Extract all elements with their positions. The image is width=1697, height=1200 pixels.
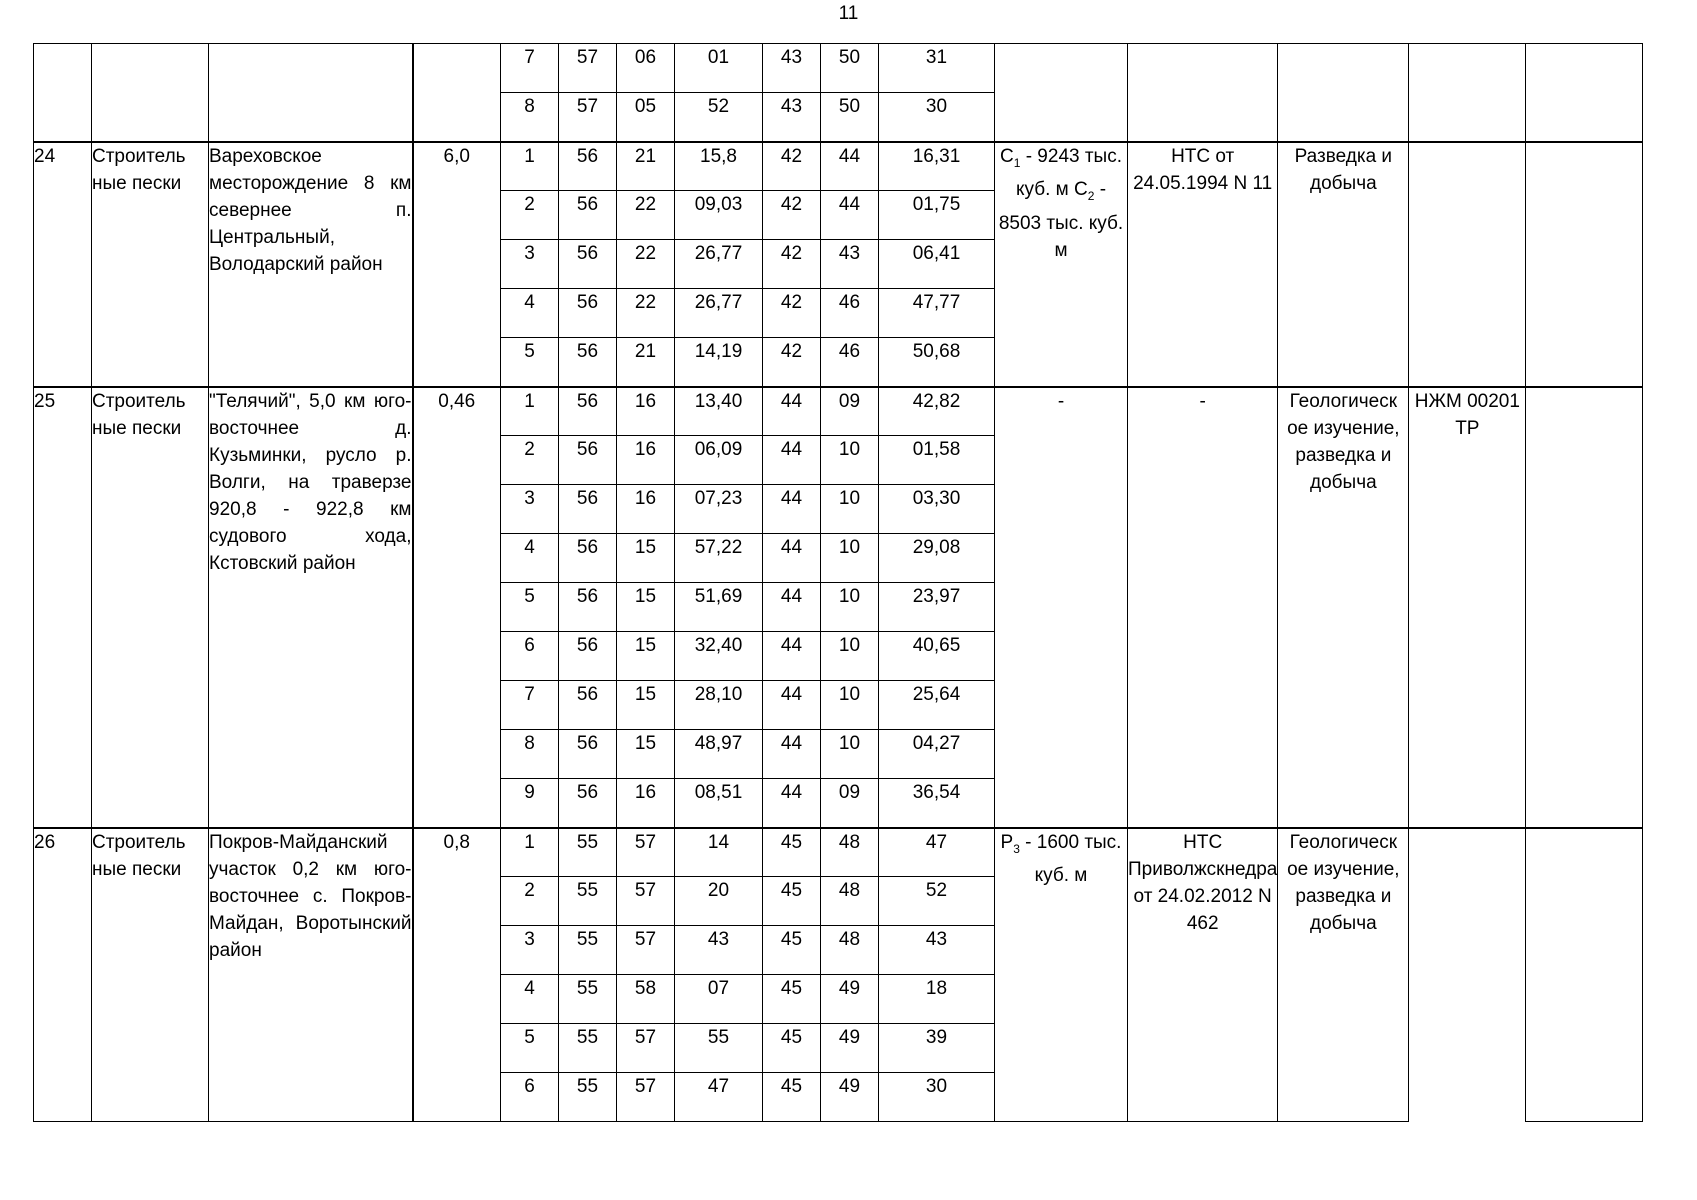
entry-number: 24 xyxy=(34,142,92,387)
lat-deg: 55 xyxy=(559,828,617,877)
lon-deg: 42 xyxy=(763,191,821,240)
point-number: 8 xyxy=(501,730,559,779)
lat-deg: 56 xyxy=(559,583,617,632)
point-number: 3 xyxy=(501,485,559,534)
lat-sec: 52 xyxy=(675,93,763,142)
lat-sec: 26,77 xyxy=(675,289,763,338)
lat-deg: 56 xyxy=(559,387,617,436)
lon-sec: 29,08 xyxy=(879,534,995,583)
lat-deg: 56 xyxy=(559,338,617,387)
lon-sec: 50,68 xyxy=(879,338,995,387)
lat-sec: 09,03 xyxy=(675,191,763,240)
lat-deg: 55 xyxy=(559,1024,617,1073)
point-number: 5 xyxy=(501,1024,559,1073)
lon-sec: 23,97 xyxy=(879,583,995,632)
entry-number: 26 xyxy=(34,828,92,1122)
point-number: 3 xyxy=(501,240,559,289)
lon-sec: 18 xyxy=(879,975,995,1024)
lon-min: 50 xyxy=(821,93,879,142)
point-number: 8 xyxy=(501,93,559,142)
subsoil-registry-table xyxy=(33,43,1643,1122)
lat-min: 06 xyxy=(617,44,675,93)
lat-deg: 56 xyxy=(559,632,617,681)
lat-sec: 26,77 xyxy=(675,240,763,289)
lon-sec: 47 xyxy=(879,828,995,877)
lat-sec: 13,40 xyxy=(675,387,763,436)
lon-deg: 45 xyxy=(763,1073,821,1122)
lon-deg: 44 xyxy=(763,436,821,485)
lat-min: 16 xyxy=(617,436,675,485)
lat-min: 21 xyxy=(617,142,675,191)
reserves-category-letter: Р xyxy=(1000,831,1014,853)
point-number: 3 xyxy=(501,926,559,975)
blank-cell xyxy=(1526,387,1643,828)
point-number: 9 xyxy=(501,779,559,828)
usage-purpose: Разведка и добыча xyxy=(1278,142,1409,387)
point-number: 4 xyxy=(501,534,559,583)
lon-min: 10 xyxy=(821,534,879,583)
point-number: 5 xyxy=(501,583,559,632)
lon-deg: 44 xyxy=(763,779,821,828)
lon-deg: 44 xyxy=(763,485,821,534)
lat-min: 57 xyxy=(617,1024,675,1073)
usage-purpose: Геологическ ое изучение, разведка и добыча xyxy=(1278,828,1409,1122)
approval-document: НТС Приволжскнедра от 24.02.2012 N 462 xyxy=(1128,828,1278,1122)
lon-sec: 30 xyxy=(879,93,995,142)
lat-min: 58 xyxy=(617,975,675,1024)
blank-cell xyxy=(92,44,209,142)
lon-deg: 43 xyxy=(763,93,821,142)
approval-document: - xyxy=(1128,387,1278,828)
table-row xyxy=(34,44,1643,93)
lon-min: 10 xyxy=(821,583,879,632)
area-value: 0,46 xyxy=(413,387,501,828)
lat-sec: 14 xyxy=(675,828,763,877)
lon-sec: 40,65 xyxy=(879,632,995,681)
blank-cell xyxy=(34,44,92,142)
lat-deg: 55 xyxy=(559,1073,617,1122)
lat-sec: 48,97 xyxy=(675,730,763,779)
lon-min: 46 xyxy=(821,338,879,387)
point-number: 6 xyxy=(501,1073,559,1122)
reserves-category-index: 2 xyxy=(1087,189,1095,204)
reserves-category-letter: С xyxy=(1074,179,1088,201)
lat-min: 15 xyxy=(617,730,675,779)
lon-sec: 36,54 xyxy=(879,779,995,828)
blank-cell xyxy=(413,44,501,142)
reserves-amount: - 1600 тыс. куб. м xyxy=(1019,831,1122,887)
lat-deg: 56 xyxy=(559,779,617,828)
lon-min: 49 xyxy=(821,1024,879,1073)
lat-deg: 55 xyxy=(559,877,617,926)
lat-deg: 56 xyxy=(559,240,617,289)
reserves-amount: - 9243 тыс. куб. м xyxy=(1015,145,1122,201)
lon-deg: 44 xyxy=(763,534,821,583)
point-number: 1 xyxy=(501,142,559,191)
lon-min: 10 xyxy=(821,730,879,779)
lon-sec: 01,75 xyxy=(879,191,995,240)
point-number: 7 xyxy=(501,681,559,730)
lat-sec: 07,23 xyxy=(675,485,763,534)
mineral-type: Строитель ные пески xyxy=(92,142,209,387)
lat-sec: 47 xyxy=(675,1073,763,1122)
lon-min: 48 xyxy=(821,877,879,926)
lat-deg: 56 xyxy=(559,142,617,191)
entry-number: 25 xyxy=(34,387,92,828)
deposit-location: "Телячий", 5,0 км юго-восточнее д. Кузьминки, русло р. Волги, на траверзе 920,8 - 922,8 км судового хода, Кстовский район xyxy=(209,387,413,828)
usage-purpose: Геологическ ое изучение, разведка и добыча xyxy=(1278,387,1409,828)
lon-sec: 47,77 xyxy=(879,289,995,338)
lat-min: 16 xyxy=(617,387,675,436)
lat-deg: 57 xyxy=(559,93,617,142)
approval-document: НТС от 24.05.1994 N 11 xyxy=(1128,142,1278,387)
lon-min: 44 xyxy=(821,142,879,191)
point-number: 6 xyxy=(501,632,559,681)
lon-min: 09 xyxy=(821,779,879,828)
area-value: 0,8 xyxy=(413,828,501,1122)
lat-deg: 56 xyxy=(559,681,617,730)
lat-deg: 57 xyxy=(559,44,617,93)
lat-min: 16 xyxy=(617,779,675,828)
mineral-type: Строитель ные пески xyxy=(92,828,209,1122)
lon-deg: 44 xyxy=(763,632,821,681)
lon-deg: 42 xyxy=(763,142,821,191)
lon-min: 10 xyxy=(821,632,879,681)
point-number: 1 xyxy=(501,828,559,877)
blank-cell xyxy=(1128,44,1278,142)
deposit-location: Вареховское месторождение 8 км севернее п. Центральный, Володарский район xyxy=(209,142,413,387)
point-number: 4 xyxy=(501,975,559,1024)
lon-min: 43 xyxy=(821,240,879,289)
table-row xyxy=(34,828,1643,877)
lon-deg: 45 xyxy=(763,1024,821,1073)
lat-min: 22 xyxy=(617,240,675,289)
lat-min: 21 xyxy=(617,338,675,387)
lat-min: 57 xyxy=(617,828,675,877)
reserves-cell xyxy=(995,828,1128,1122)
lon-min: 46 xyxy=(821,289,879,338)
lat-sec: 57,22 xyxy=(675,534,763,583)
lat-min: 16 xyxy=(617,485,675,534)
lon-deg: 45 xyxy=(763,828,821,877)
lat-min: 57 xyxy=(617,926,675,975)
lon-min: 10 xyxy=(821,485,879,534)
point-number: 2 xyxy=(501,436,559,485)
lon-deg: 45 xyxy=(763,975,821,1024)
reserves-amount: - 8503 тыс. куб. м xyxy=(998,179,1124,262)
blank-cell xyxy=(209,44,413,142)
lat-deg: 56 xyxy=(559,191,617,240)
lon-deg: 42 xyxy=(763,240,821,289)
lon-sec: 43 xyxy=(879,926,995,975)
reserves-category-letter: С xyxy=(1000,145,1014,167)
license-number xyxy=(1409,142,1526,387)
lat-min: 15 xyxy=(617,534,675,583)
lat-deg: 56 xyxy=(559,485,617,534)
lat-min: 05 xyxy=(617,93,675,142)
lon-min: 49 xyxy=(821,975,879,1024)
lon-deg: 42 xyxy=(763,289,821,338)
blank-cell xyxy=(1526,44,1643,142)
lon-sec: 25,64 xyxy=(879,681,995,730)
lat-sec: 06,09 xyxy=(675,436,763,485)
point-number: 2 xyxy=(501,191,559,240)
lat-sec: 08,51 xyxy=(675,779,763,828)
blank-cell xyxy=(1409,44,1526,142)
lon-sec: 42,82 xyxy=(879,387,995,436)
mineral-type: Строитель ные пески xyxy=(92,387,209,828)
lon-min: 49 xyxy=(821,1073,879,1122)
lon-sec: 52 xyxy=(879,877,995,926)
lat-sec: 20 xyxy=(675,877,763,926)
table-row xyxy=(34,387,1643,436)
lat-min: 57 xyxy=(617,1073,675,1122)
lon-deg: 43 xyxy=(763,44,821,93)
lon-min: 44 xyxy=(821,191,879,240)
table-row xyxy=(34,142,1643,191)
reserves-cell: - xyxy=(995,387,1128,828)
reserves-category-index: 1 xyxy=(1013,155,1021,170)
lat-sec: 07 xyxy=(675,975,763,1024)
lon-min: 48 xyxy=(821,926,879,975)
lat-sec: 28,10 xyxy=(675,681,763,730)
lon-min: 50 xyxy=(821,44,879,93)
lat-sec: 14,19 xyxy=(675,338,763,387)
lat-deg: 56 xyxy=(559,436,617,485)
lat-sec: 51,69 xyxy=(675,583,763,632)
lon-sec: 16,31 xyxy=(879,142,995,191)
blank-cell xyxy=(1526,142,1643,387)
reserves-category-index: 3 xyxy=(1013,841,1020,856)
lat-min: 22 xyxy=(617,191,675,240)
lon-sec: 03,30 xyxy=(879,485,995,534)
lat-deg: 55 xyxy=(559,926,617,975)
point-number: 7 xyxy=(501,44,559,93)
lat-deg: 56 xyxy=(559,730,617,779)
lon-sec: 04,27 xyxy=(879,730,995,779)
lat-min: 57 xyxy=(617,877,675,926)
lon-min: 09 xyxy=(821,387,879,436)
lat-sec: 43 xyxy=(675,926,763,975)
license-number xyxy=(1409,828,1526,1122)
lat-sec: 32,40 xyxy=(675,632,763,681)
blank-cell xyxy=(995,44,1128,142)
lon-deg: 44 xyxy=(763,583,821,632)
lat-deg: 56 xyxy=(559,534,617,583)
lon-deg: 44 xyxy=(763,730,821,779)
reserves-cell xyxy=(995,142,1128,387)
lat-min: 15 xyxy=(617,583,675,632)
lat-sec: 01 xyxy=(675,44,763,93)
deposit-location: Покров-Майданский участок 0,2 км юго-восточнее с. Покров-Майдан, Воротынский район xyxy=(209,828,413,1122)
lon-sec: 30 xyxy=(879,1073,995,1122)
lon-sec: 39 xyxy=(879,1024,995,1073)
lon-deg: 44 xyxy=(763,387,821,436)
lon-deg: 42 xyxy=(763,338,821,387)
point-number: 5 xyxy=(501,338,559,387)
lon-min: 10 xyxy=(821,436,879,485)
lat-min: 15 xyxy=(617,681,675,730)
lon-deg: 44 xyxy=(763,681,821,730)
lon-min: 48 xyxy=(821,828,879,877)
lon-sec: 01,58 xyxy=(879,436,995,485)
lon-sec: 31 xyxy=(879,44,995,93)
lat-sec: 15,8 xyxy=(675,142,763,191)
point-number: 1 xyxy=(501,387,559,436)
lat-sec: 55 xyxy=(675,1024,763,1073)
lat-deg: 56 xyxy=(559,289,617,338)
blank-cell xyxy=(1526,828,1643,1122)
point-number: 2 xyxy=(501,877,559,926)
lon-sec: 06,41 xyxy=(879,240,995,289)
blank-cell xyxy=(1278,44,1409,142)
lon-deg: 45 xyxy=(763,877,821,926)
lon-min: 10 xyxy=(821,681,879,730)
lon-deg: 45 xyxy=(763,926,821,975)
license-number: НЖМ 00201 ТР xyxy=(1409,387,1526,828)
lat-min: 22 xyxy=(617,289,675,338)
lat-deg: 55 xyxy=(559,975,617,1024)
lat-min: 15 xyxy=(617,632,675,681)
point-number: 4 xyxy=(501,289,559,338)
page-number: 11 xyxy=(838,3,859,24)
area-value: 6,0 xyxy=(413,142,501,387)
